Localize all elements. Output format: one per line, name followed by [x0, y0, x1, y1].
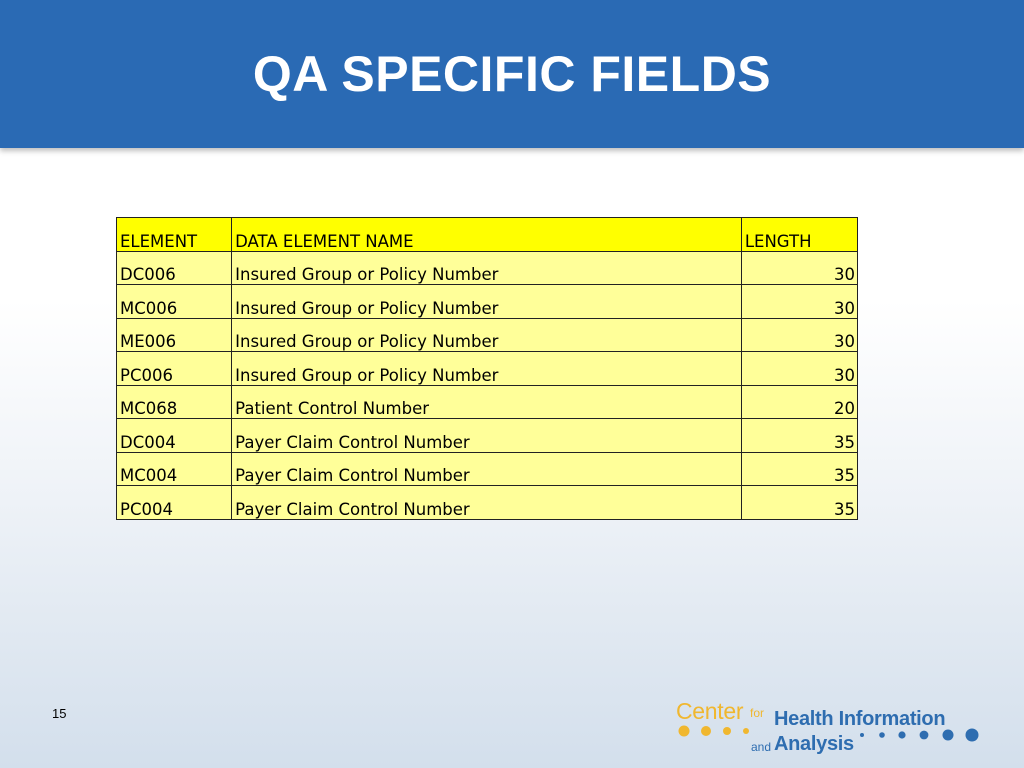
header-length: LENGTH: [741, 218, 857, 252]
cell-name: Payer Claim Control Number: [232, 452, 742, 486]
cell-length: 30: [741, 318, 857, 352]
table-row: [117, 385, 858, 419]
cell-element: DC004: [117, 419, 232, 453]
logo-dot: [701, 726, 711, 736]
logo-word-and: and: [751, 740, 772, 754]
logo-dot: [743, 728, 749, 734]
logo-dot: [679, 726, 690, 737]
cell-length: 30: [741, 251, 857, 285]
cell-name: Insured Group or Policy Number: [232, 352, 742, 386]
cell-name: Payer Claim Control Number: [232, 419, 742, 453]
table-row: [117, 486, 858, 520]
logo-dot: [860, 733, 864, 737]
cell-element: MC068: [117, 385, 232, 419]
cell-name: Payer Claim Control Number: [232, 486, 742, 520]
logo-dot: [898, 731, 905, 738]
title-bar: [0, 0, 1024, 148]
chia-logo: [676, 698, 996, 762]
cell-length: 20: [741, 385, 857, 419]
logo-dot: [920, 731, 929, 740]
cell-element: MC006: [117, 285, 232, 319]
logo-dot: [879, 732, 885, 738]
logo-dot: [966, 729, 979, 742]
cell-length: 30: [741, 285, 857, 319]
slide-title: QA SPECIFIC FIELDS: [252, 46, 772, 102]
cell-name: Insured Group or Policy Number: [232, 251, 742, 285]
table-row: [117, 251, 858, 285]
cell-length: 35: [741, 452, 857, 486]
table-row: [117, 352, 858, 386]
logo-dot: [723, 727, 731, 735]
cell-length: 35: [741, 419, 857, 453]
table-row: [117, 318, 858, 352]
qa-fields-table: [116, 217, 858, 520]
logo-word-for: for: [750, 706, 765, 720]
header-element: ELEMENT: [117, 218, 232, 252]
cell-element: ME006: [117, 318, 232, 352]
logo-dot: [943, 730, 954, 741]
table-row: [117, 452, 858, 486]
page-number: 15: [52, 706, 67, 721]
cell-name: Insured Group or Policy Number: [232, 318, 742, 352]
cell-name: Patient Control Number: [232, 385, 742, 419]
cell-name: Insured Group or Policy Number: [232, 285, 742, 319]
logo-word-center: Center: [676, 698, 744, 724]
cell-length: 35: [741, 486, 857, 520]
cell-element: DC006: [117, 251, 232, 285]
header-data-element-name: DATA ELEMENT NAME: [232, 218, 742, 252]
cell-element: PC006: [117, 352, 232, 386]
table-row: [117, 285, 858, 319]
table-header-row: [117, 218, 858, 252]
cell-element: MC004: [117, 452, 232, 486]
logo-health-information: Health Information: [774, 708, 946, 730]
table-row: [117, 419, 858, 453]
cell-element: PC004: [117, 486, 232, 520]
logo-word-analysis: Analysis: [774, 733, 854, 755]
cell-length: 30: [741, 352, 857, 386]
